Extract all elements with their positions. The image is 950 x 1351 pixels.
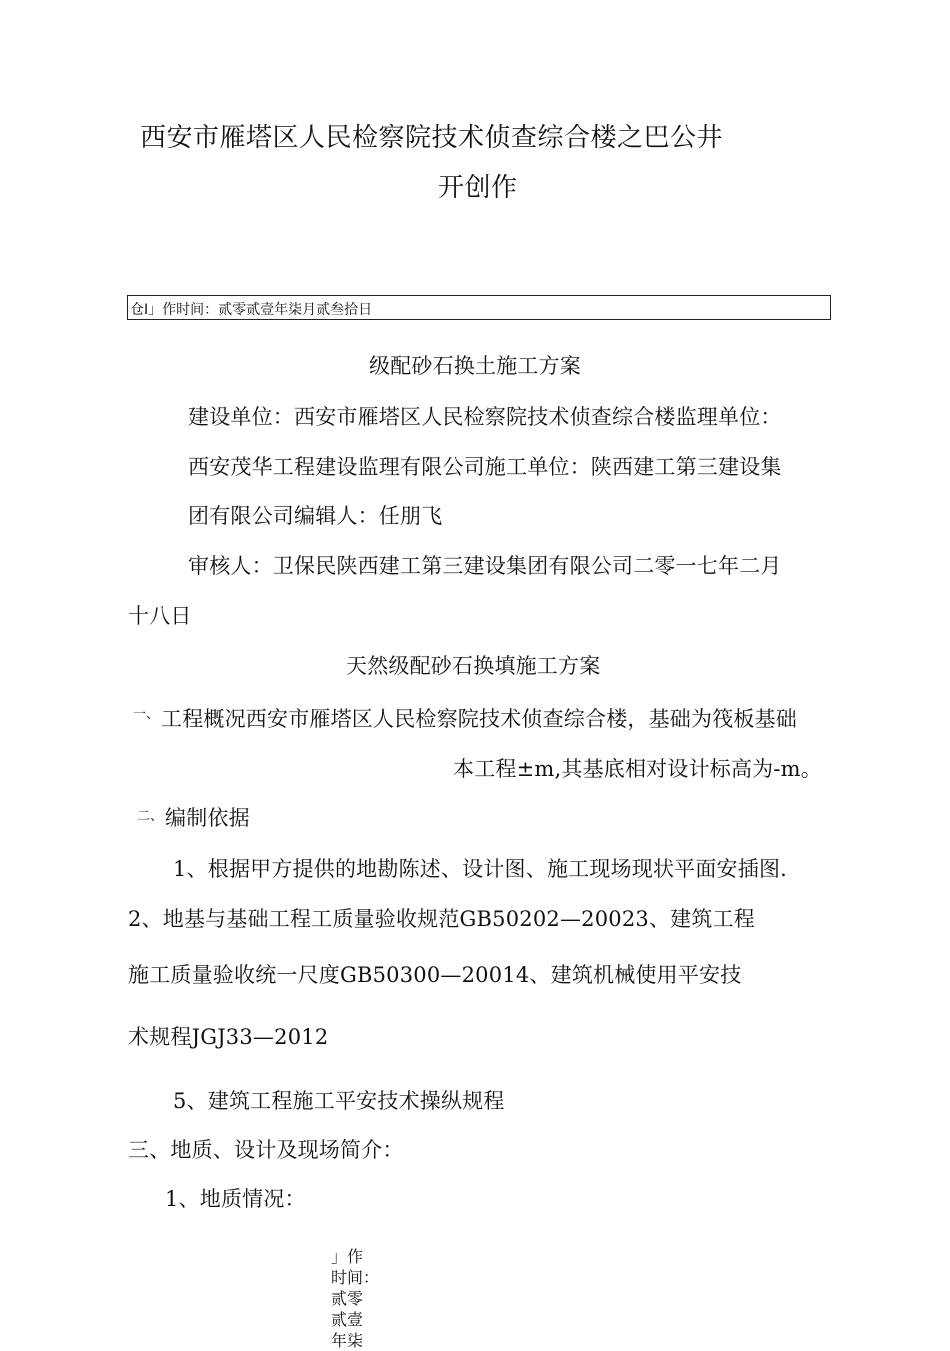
item-4: 术规程JGJ33—2012 xyxy=(128,1025,329,1049)
paragraph-1: 建设单位：西安市雁塔区人民检察院技术侦查综合楼监理单位： xyxy=(188,405,782,429)
paragraph-3: 团有限公司编辑人：任朋飞 xyxy=(188,504,443,528)
item-1: 1、根据甲方提供的地勘陈述、设计图、施工现场现状平面安插图. xyxy=(173,857,788,881)
section-2-marker: 二、 xyxy=(137,809,164,824)
item-5: 5、建筑工程施工平安技术操纵规程 xyxy=(173,1089,505,1113)
vertical-line: 时间： xyxy=(331,1268,380,1287)
item-2: 2、地基与基础工程工质量验收规范GB50202—20023、建筑工程 xyxy=(128,907,755,931)
vertical-line: 年柒 xyxy=(331,1331,364,1350)
section-3-item-1: 1、地质情况： xyxy=(165,1187,306,1211)
plan-title: 级配砂石换土施工方案 xyxy=(369,354,581,378)
paragraph-2: 西安茂华工程建设监理有限公司施工单位：陕西建工第三建设集 xyxy=(188,455,782,479)
section-1-continuation: 本工程±m,其基底相对设计标高为-m。 xyxy=(453,757,822,781)
creation-time-box xyxy=(127,295,831,320)
section-1-marker: 一、 xyxy=(133,707,160,722)
vertical-line: 贰壹 xyxy=(331,1310,364,1329)
item-3: 施工质量验收统一尺度GB50300—20014、建筑机械使用平安技 xyxy=(128,963,742,987)
section-2-text: 编制依据 xyxy=(165,806,250,830)
section-1-text: 工程概况西安市雁塔区人民检察院技术侦查综合楼，基础为筏板基础 xyxy=(161,707,797,731)
document-title-line-1: 西安市雁塔区人民检察院技术侦查综合楼之巴公井 xyxy=(140,123,724,153)
document-title-line-2: 开创作 xyxy=(438,173,518,203)
vertical-line: 贰零 xyxy=(331,1289,364,1308)
plan-title-2: 天然级配砂石换填施工方案 xyxy=(346,654,601,678)
section-3-text: 三、地质、设计及现场简介： xyxy=(128,1138,404,1162)
paragraph-4: 审核人：卫保民陕西建工第三建设集团有限公司二零一七年二月 xyxy=(188,554,782,578)
creation-time-text: 仓I」作时间：贰零贰壹年柒月贰叁拾日 xyxy=(130,302,373,318)
vertical-creation-time xyxy=(331,1246,380,1351)
vertical-line: 」作 xyxy=(331,1247,364,1266)
paragraph-5: 十八日 xyxy=(128,604,192,628)
